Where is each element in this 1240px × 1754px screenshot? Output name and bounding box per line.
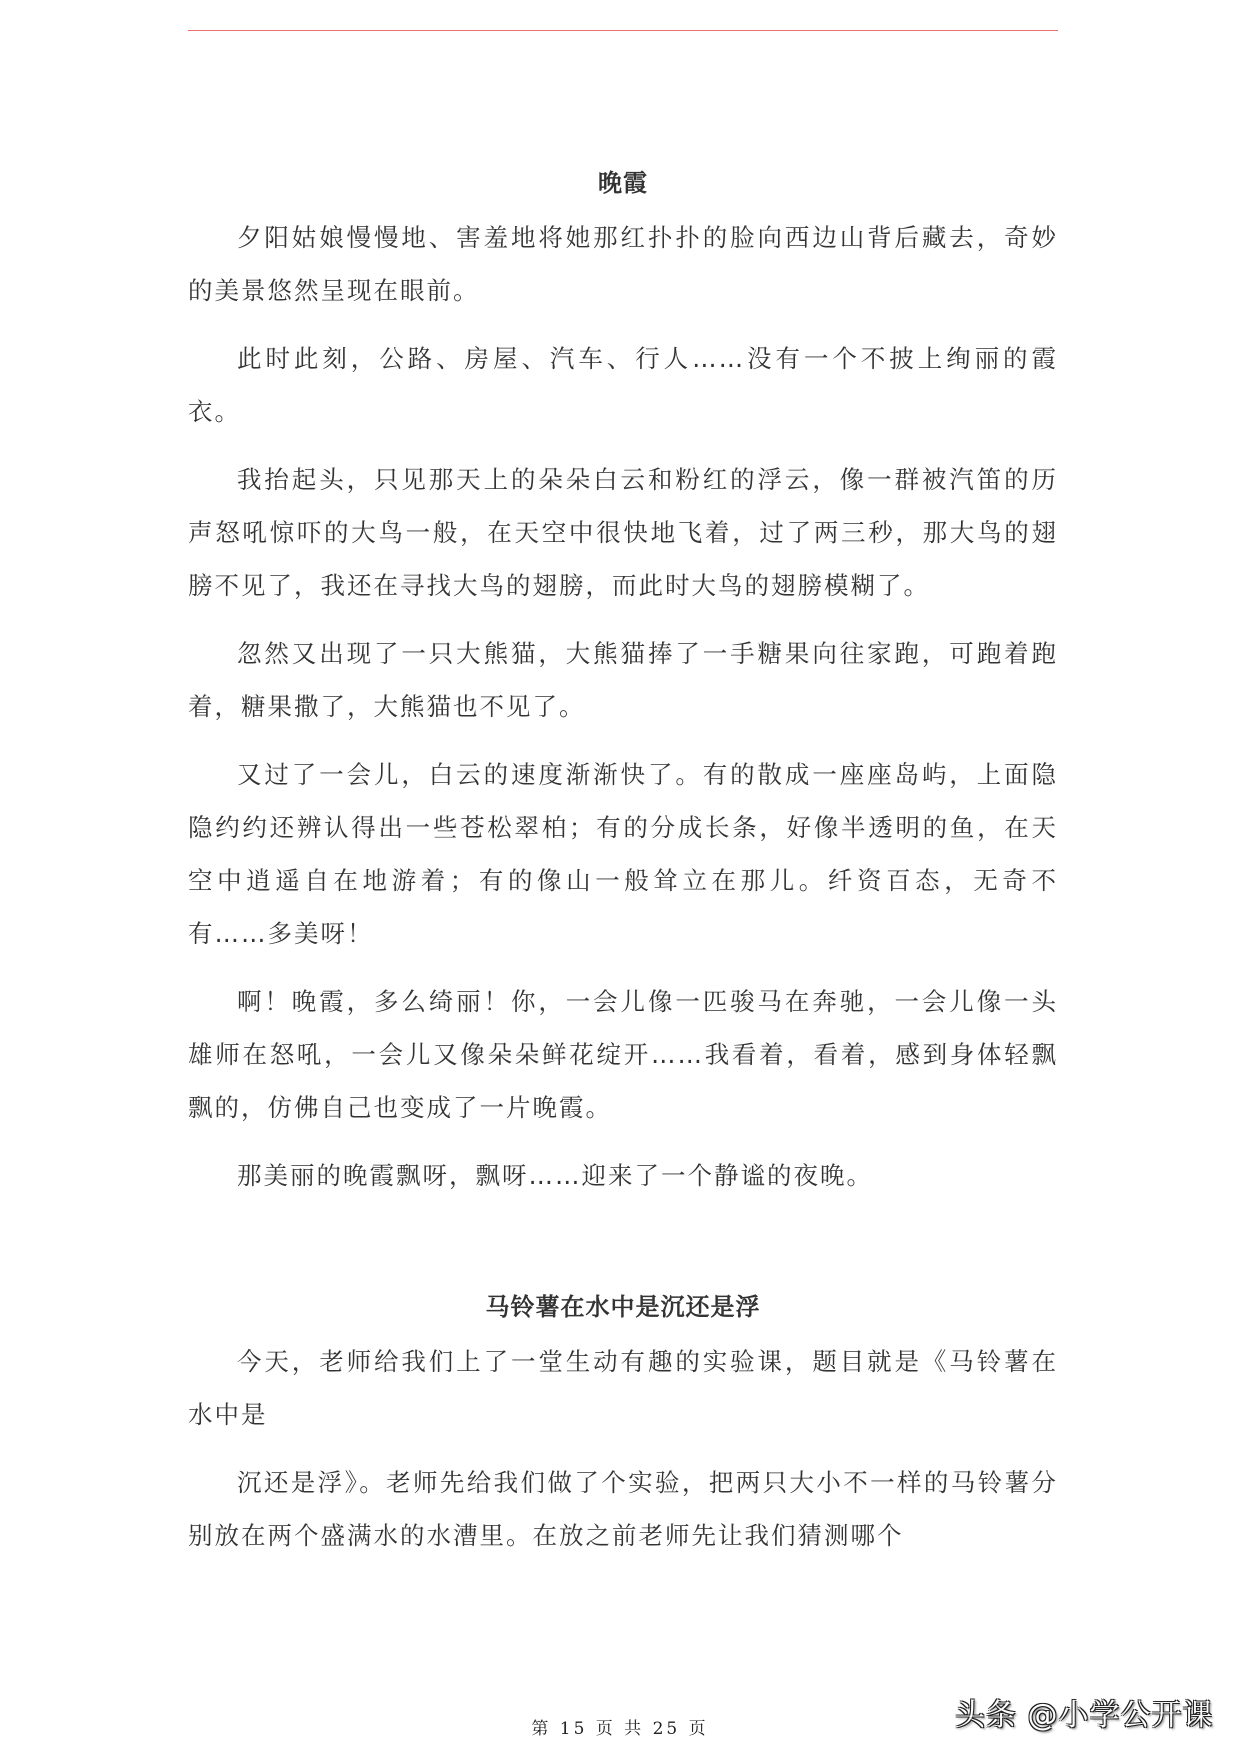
watermark: 头条 @小学公开课 <box>955 1698 1214 1733</box>
paragraph: 那美丽的晚霞飘呀，飘呀……迎来了一个静谧的夜晚。 <box>237 1161 873 1190</box>
section-spacer <box>188 1217 1058 1289</box>
paragraph: 又过了一会儿，白云的速度渐渐快了。有的散成一座座岛屿，上面隐隐约约还辨认得出一些苍松翠柏；有的分成长条，好像半透明的鱼，在天空中逍遥自在地游着；有的像山一般耸立在那儿。纤资百态，无奇不有……多美呀！ <box>188 760 1058 948</box>
page-number: 第 15 页 共 25 页 <box>531 1719 709 1739</box>
paragraph: 我抬起头，只见那天上的朵朵白云和粉红的浮云，像一群被汽笛的历声怒吼惊吓的大鸟一般，在天空中很快地飞着，过了两三秒，那大鸟的翅膀不见了，我还在寻找大鸟的翅膀，而此时大鸟的翅膀模糊了。 <box>188 465 1058 600</box>
document-body <box>188 165 1058 1577</box>
paragraph: 沉还是浮》。老师先给我们做了个实验，把两只大小不一样的马铃薯分别放在两个盛满水的水漕里。在放之前老师先让我们猜测哪个 <box>188 1468 1058 1550</box>
paragraph: 啊！晚霞，多么绮丽！你，一会儿像一匹骏马在奔驰，一会儿像一头雄师在怒吼，一会儿又像朵朵鲜花绽开……我看着，看着，感到身体轻飘飘的，仿佛自己也变成了一片晚霞。 <box>188 987 1058 1122</box>
essay-title: 马铃薯在水中是沉还是浮 <box>485 1293 761 1321</box>
paragraph: 夕阳姑娘慢慢地、害羞地将她那红扑扑的脸向西边山背后藏去，奇妙的美景悠然呈现在眼前。 <box>188 223 1058 305</box>
header-rule <box>188 30 1058 31</box>
essay-title: 晚霞 <box>598 169 648 197</box>
paragraph: 忽然又出现了一只大熊猫，大熊猫捧了一手糖果向往家跑，可跑着跑着，糖果撒了，大熊猫也不见了。 <box>188 639 1058 721</box>
paragraph: 此时此刻，公路、房屋、汽车、行人……没有一个不披上绚丽的霞衣。 <box>188 344 1058 426</box>
paragraph: 今天，老师给我们上了一堂生动有趣的实验课，题目就是《马铃薯在水中是 <box>188 1347 1058 1429</box>
